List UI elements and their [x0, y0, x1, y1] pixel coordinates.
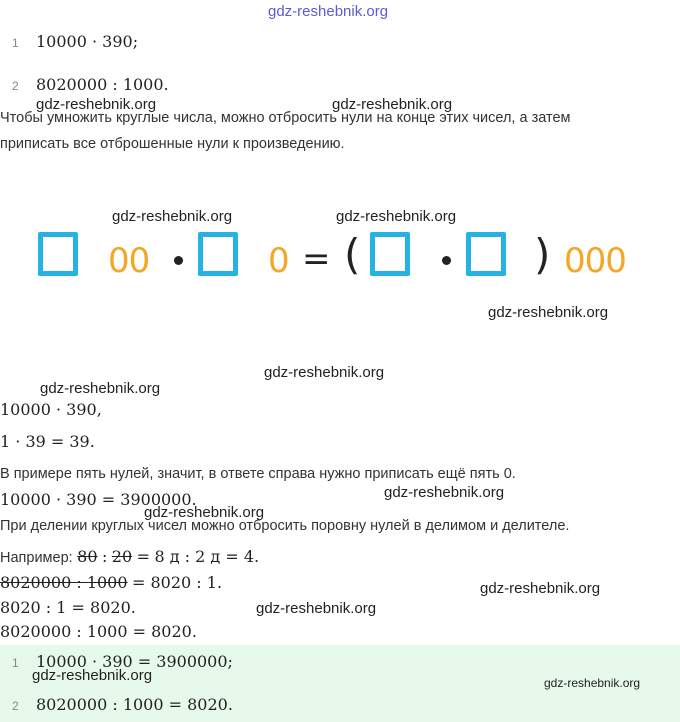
watermark: gdz-reshebnik.org [144, 504, 265, 521]
rule-text-line: Чтобы умножить круглые числа, можно отбросить нули на конце этих чисел, а затем [0, 110, 571, 126]
solution-line: 1 · 39 = 39. [0, 432, 95, 451]
equals-sign: = [302, 239, 331, 279]
watermark: gdz-reshebnik.org [32, 667, 153, 684]
blank-box [38, 232, 78, 276]
answer-expression: 8020000 : 1000 = 8020. [36, 695, 233, 714]
example-line [0, 547, 259, 567]
solution-line [0, 573, 222, 593]
answer-number: 1 [12, 656, 19, 670]
example-dividend: 80 [77, 547, 98, 566]
zeros-a: 00 [108, 241, 150, 281]
answer-expression: 10000 · 390 = 3900000; [36, 652, 233, 671]
solution-line: 8020000 : 1000 = 8020. [0, 622, 197, 641]
zeros-b: 0 [268, 241, 289, 281]
watermark: gdz-reshebnik.org [544, 676, 641, 690]
watermark: gdz-reshebnik.org [112, 208, 233, 225]
example-result: 8 д : 2 д = 4. [154, 547, 260, 566]
solution-line: 10000 · 390, [0, 400, 102, 419]
solution-text: При делении круглых чисел можно отбросить поровну нулей в делимом и делителе. [0, 518, 570, 534]
watermark: gdz-reshebnik.org [268, 3, 389, 20]
rule-text-line: приписать все отброшенные нули к произведению. [0, 136, 345, 152]
example-colon: : [101, 547, 108, 566]
reduced-expression: = 8020 : 1. [132, 573, 223, 592]
watermark: gdz-reshebnik.org [36, 96, 157, 113]
paren-close: ) [534, 230, 551, 279]
watermark: gdz-reshebnik.org [488, 304, 609, 321]
watermark: gdz-reshebnik.org [256, 600, 377, 617]
task-expression: 8020000 : 1000. [36, 75, 169, 94]
watermark: gdz-reshebnik.org [336, 208, 457, 225]
solution-line: 8020 : 1 = 8020. [0, 598, 136, 617]
crossed-expression: 8020000 : 1000 [0, 573, 128, 592]
task-number: 1 [12, 36, 19, 50]
paren-open: ( [344, 230, 361, 279]
blank-box [370, 232, 410, 276]
solution-text: В примере пять нулей, значит, в ответе справа нужно приписать ещё пять 0. [0, 466, 516, 482]
answer-box [0, 645, 680, 722]
zeros-result: 000 [564, 241, 626, 281]
blank-box [466, 232, 506, 276]
example-divisor: 20 [111, 547, 133, 566]
example-label: Например: [0, 550, 73, 566]
multiply-dot [174, 256, 183, 265]
watermark: gdz-reshebnik.org [332, 96, 453, 113]
example-equals: = [136, 547, 151, 566]
watermark: gdz-reshebnik.org [264, 364, 385, 381]
answer-number: 2 [12, 699, 19, 713]
multiply-dot [442, 256, 451, 265]
watermark: gdz-reshebnik.org [40, 380, 161, 397]
watermark: gdz-reshebnik.org [480, 580, 601, 597]
solution-line: 10000 · 390 = 3900000. [0, 490, 197, 509]
task-expression: 10000 · 390; [36, 32, 139, 51]
task-number: 2 [12, 79, 19, 93]
blank-box [198, 232, 238, 276]
watermark: gdz-reshebnik.org [384, 484, 505, 501]
